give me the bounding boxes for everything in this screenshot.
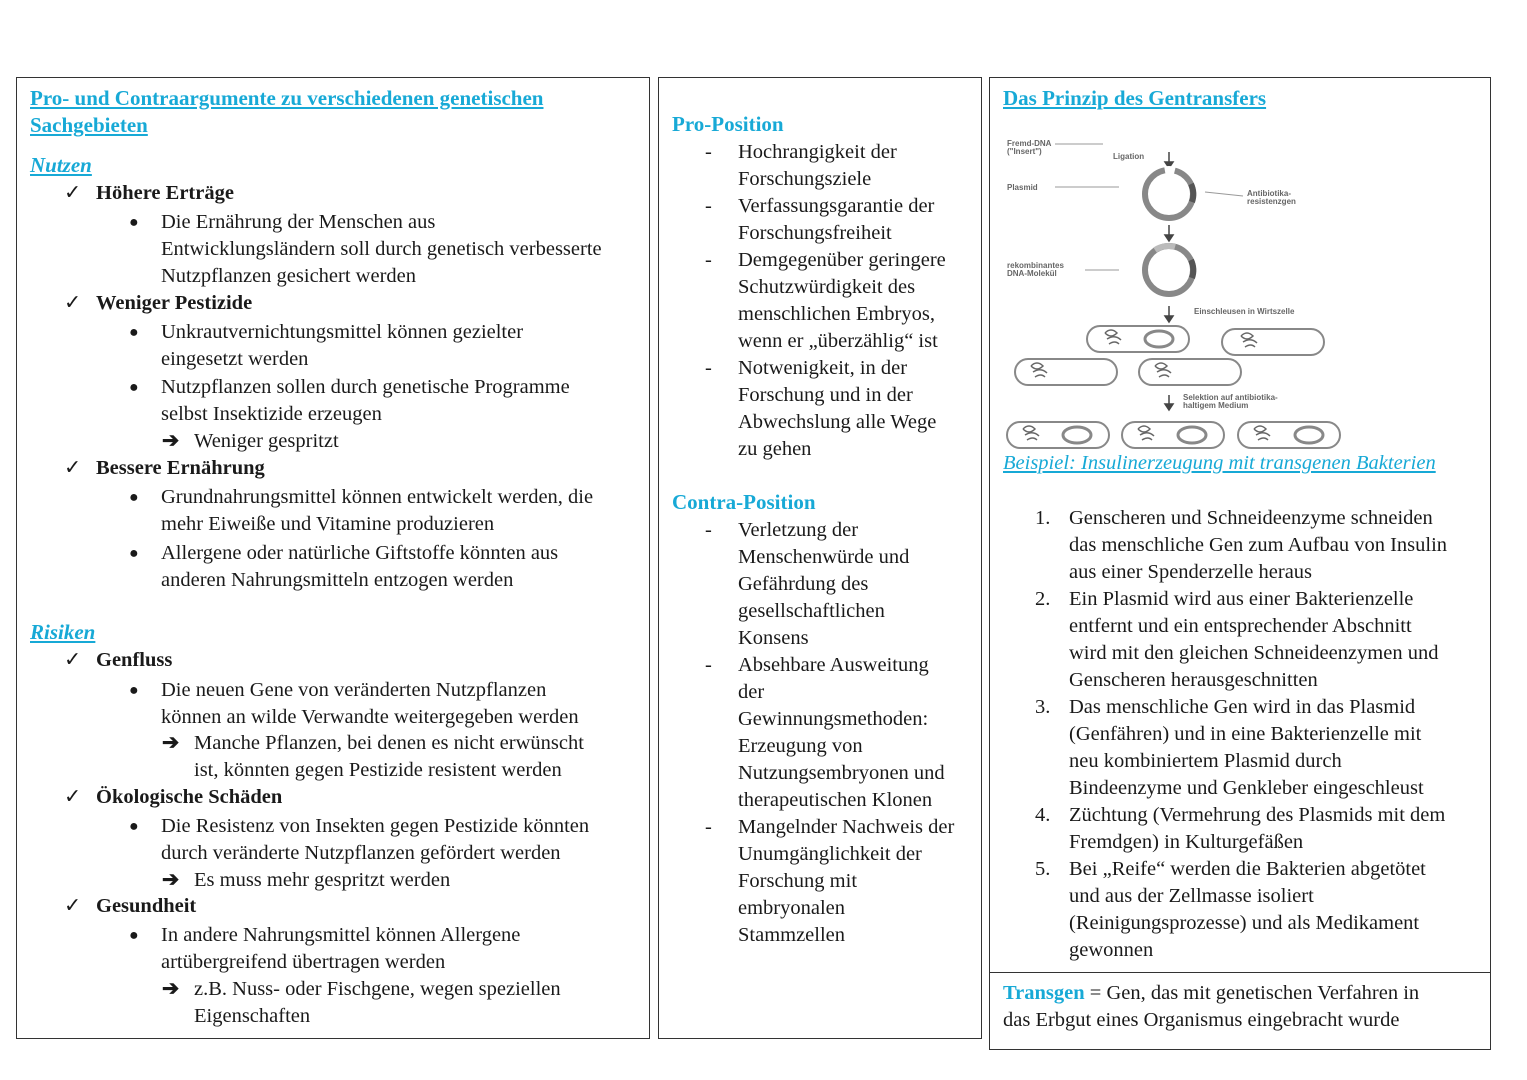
bullet-icon: ● [129,927,139,944]
bacterium-icon [1139,359,1241,385]
label-resistenzgen: resistenzgen [1247,197,1296,206]
arrow-item: ➔ z.B. Nuss- oder Fischgene, wegen speziellen Eigenschaften [162,978,561,1027]
arrow-item: ➔ Manche Pflanzen, bei denen es nicht erwünscht ist, könnten gegen Pestizide resistent werden [162,732,584,781]
label-dna-molekuel: DNA-Molekül [1007,269,1057,278]
check-item: ✓ Genfluss [64,647,172,674]
check-item: ✓ Bessere Ernährung [64,455,265,482]
check-item: ✓ Ökologische Schäden [64,784,282,811]
checkmark-icon: ✓ [64,786,82,808]
contra-item: - Absehbare Ausweitung der Gewinnungsmethoden: Erzeugung von Nutzungsembryonen und therapeutischen Klonen [705,654,945,811]
recombinant-plasmid-icon [1145,246,1193,294]
bullet-icon: ● [129,214,139,231]
checkmark-icon: ✓ [64,649,82,671]
pro-item: - Demgegenüber geringere Schutzwürdigkeit des menschlichen Embryos, wenn er „überzählig“ ist [705,249,946,352]
pro-heading: Pro-Position [672,112,784,136]
check-item: ✓ Höhere Erträge [64,180,234,207]
label-rekombinant: rekombinantes [1007,261,1064,270]
transgen-definition: Transgen = Gen, das mit genetischen Verfahren in das Erbgut eines Organismus eingebracht wurde [1003,982,1420,1031]
bullet-item: ● Grundnahrungsmittel können entwickelt werden, die mehr Eiweiße und Vitamine produzieren [129,486,594,535]
pro-item: - Hochrangigkeit der Forschungsziele [705,141,897,190]
check-item: ✓ Gesundheit [64,893,196,920]
label-ligation: Ligation [1113,152,1145,161]
label-insert: ("Insert") [1007,147,1042,156]
bullet-item: ● Die Ernährung der Menschen aus Entwicklungsländern soll durch genetisch verbesserte Nutzpflanzen gesichert werden [129,211,602,287]
pro-item: - Notwenigkeit, in der Forschung und in der Abwechslung alle Wege zu gehen [705,357,937,460]
checkmark-icon: ✓ [64,292,82,314]
bacterium-icon [1238,422,1340,448]
label-fremd-dna: Fremd-DNA [1007,139,1052,148]
arrow-item: ➔ Weniger gespritzt [194,428,339,455]
nutzen-heading: Nutzen [30,153,92,177]
contra-item: - Mangelnder Nachweis der Unumgänglichkeit der Forschung mit embryonalen Stammzellen [705,816,955,946]
arrow-item: ➔ Es muss mehr gespritzt werden [194,867,450,894]
arrow-right-icon: ➔ [162,869,180,891]
bullet-item: ● In andere Nahrungsmittel können Allergene artübergreifend übertragen werden [129,924,521,973]
example-title: Beispiel: Insulinerzeugung mit transgenen Bakterien [1003,452,1436,474]
label-medium: haltigem Medium [1183,401,1249,410]
left-title: Pro- und Contraargumente zu verschiedenen genetischen Sachgebieten [30,86,544,137]
step-item: 5. Bei „Reife“ werden die Bakterien abgetötet und aus der Zellmasse isoliert (Reinigungsprozesse) und als Medikament gewonnen [1035,858,1426,961]
right-title: Das Prinzip des Gentransfers [1003,86,1267,110]
bullet-icon: ● [129,489,139,506]
contra-item: - Verletzung der Menschenwürde und Gefährdung des gesellschaftlichen Konsens [705,519,910,649]
bullet-icon: ● [129,324,139,341]
bullet-icon: ● [129,818,139,835]
bullet-item: ● Nutzpflanzen sollen durch genetische Programme selbst Insektizide erzeugen [129,376,570,425]
bacterium-icon [1122,422,1224,448]
pro-item: - Verfassungsgarantie der Forschungsfreiheit [705,195,935,244]
bullet-item: ● Die Resistenz von Insekten gegen Pestizide könnten durch veränderte Nutzpflanzen gefördert werden [129,815,590,864]
step-item: 1. Genscheren und Schneideenzyme schneiden das menschliche Gen zum Aufbau von Insulin aus einer Spenderzelle heraus [1035,507,1448,583]
gene-transfer-diagram [1003,132,1343,452]
risiken-heading: Risiken [30,620,96,644]
bullet-item: ● Allergene oder natürliche Giftstoffe könnten aus anderen Nahrungsmitteln entzogen werden [129,542,559,591]
bullet-item: ● Unkrautvernichtungsmittel können gezielter eingesetzt werden [129,321,524,370]
step-item: 4. Züchtung (Vermehrung des Plasmids mit dem Fremdgen) in Kulturgefäßen [1035,804,1446,853]
step-item: 3. Das menschliche Gen wird in das Plasmid (Genfähren) und in eine Bakterienzelle mit neu kombiniertem Plasmid durch Bindeenzyme und Genkleber eingeschleust [1035,696,1424,799]
contra-heading: Contra-Position [672,490,816,514]
bacterium-icon [1222,329,1324,355]
checkmark-icon: ✓ [64,182,82,204]
bullet-icon: ● [129,682,139,699]
label-einschleusen: Einschleusen in Wirtszelle [1194,307,1295,316]
bacterium-icon [1015,359,1117,385]
bacterium-icon [1007,422,1109,448]
transgen-term: Transgen [1003,982,1085,1004]
step-item: 2. Ein Plasmid wird aus einer Bakterienzelle entfernt und ein entsprechender Abschnitt wird mit den gleichen Schneideenzymen und Genscheren herausgeschnitten [1035,588,1439,691]
arrow-right-icon: ➔ [162,430,180,452]
checkmark-icon: ✓ [64,895,82,917]
check-item: ✓ Weniger Pestizide [64,290,252,317]
label-selektion: Selektion auf antibiotika- [1183,393,1278,402]
checkmark-icon: ✓ [64,457,82,479]
arrow-right-icon: ➔ [162,732,180,754]
label-plasmid: Plasmid [1007,183,1038,192]
bullet-item: ● Die neuen Gene von veränderten Nutzpflanzen können an wilde Verwandte weitergegeben werden [129,679,579,728]
arrow-right-icon: ➔ [162,978,180,1000]
bullet-icon: ● [129,545,139,562]
plasmid-icon [1141,166,1197,222]
label-antibiotika: Antibiotika- [1247,189,1291,198]
bullet-icon: ● [129,379,139,396]
